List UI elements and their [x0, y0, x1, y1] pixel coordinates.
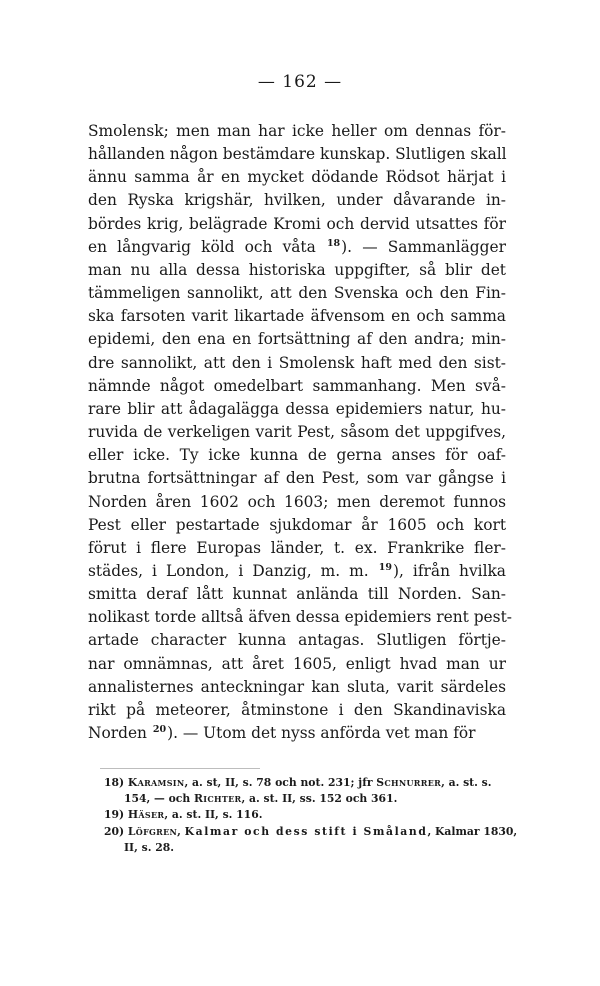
text-line: nämnde något omedelbart sammanhang. Men svå-	[88, 376, 506, 395]
footnote-ref-20[interactable]: 20	[152, 723, 167, 735]
book-title: Kalmar och dess stift i Småland	[184, 824, 428, 838]
page-number: — 162 —	[257, 72, 343, 92]
body-text	[88, 120, 512, 745]
text-line	[88, 722, 506, 745]
text-line: brutna fortsättningar af den Pest, som var gångse i	[88, 469, 506, 488]
text-line: man nu alla dessa historiska uppgifter, så blir det	[88, 260, 506, 279]
text-line: tämmeligen sannolikt, att den Svenska och den Fin-	[88, 284, 506, 303]
text-segment: ), ifrån hvilka	[392, 561, 506, 580]
text-line: nolikast torde alltså äfven dessa epidemiers rent pest-	[88, 608, 512, 627]
text-line: rikt på meteorer, åtminstone i den Skandinaviska	[88, 700, 506, 719]
footnote-19	[104, 807, 508, 823]
text-line: dre sannolikt, att den i Smolensk haft med den sist-	[88, 353, 506, 372]
text-segment: Norden	[88, 724, 147, 743]
footnote-ref-18[interactable]: 18	[326, 237, 341, 249]
author-name: Schnurrer	[376, 776, 442, 789]
text-line: eller icke. Ty icke kunna de gerna anses för oaf-	[88, 446, 506, 465]
footnote-18	[104, 775, 508, 791]
footnotes	[104, 775, 518, 856]
text-line: artade character kunna antagas. Slutligen förtje-	[88, 631, 506, 650]
text-line	[88, 236, 506, 259]
footnote-text: , a. st. s.	[441, 776, 492, 789]
text-segment: ). — Utom det nyss anförda vet man för	[167, 724, 476, 743]
text-segment: en långvarig köld och våta	[88, 237, 316, 256]
footnote-text: , a. st. II, ss. 152 och 361.	[241, 792, 398, 806]
text-line: rare blir att ådagalägga dessa epidemiers natur, hu-	[88, 399, 506, 418]
text-line: Norden åren 1602 och 1603; men deremot funnos	[88, 492, 506, 511]
text-line: förut i flere Europas länder, t. ex. Frankrike fler-	[88, 538, 506, 557]
footnote-number: 19)	[104, 808, 125, 822]
footnote-20	[104, 824, 518, 840]
footnote-divider	[100, 768, 260, 769]
text-line: Smolensk; men man har icke heller om dennas för-	[88, 122, 506, 140]
text-segment: ). — Sammanlägger	[341, 237, 506, 256]
text-line: ska farsoten varit likartade äfvensom en och samma	[88, 307, 506, 326]
text-line: smitta deraf lått kunnat anlända till Norden. San-	[88, 585, 506, 604]
author-name: Karamsin	[127, 776, 185, 789]
text-line: bördes krig, belägrade Kromi och dervid utsattes för	[88, 214, 506, 233]
footnote-number: 20)	[104, 824, 125, 838]
footnote-text: 154, — och	[124, 792, 194, 806]
footnote-text: , a. st, II, s. 78 och not. 231; jfr	[184, 776, 377, 789]
author-name: Löfgren	[127, 824, 178, 838]
footnote-number: 18)	[104, 776, 125, 789]
footnote-text: ,	[177, 824, 185, 838]
text-line: ruvida de verkeligen varit Pest, såsom det uppgifves,	[88, 423, 506, 442]
text-segment: städes, i London, i Danzig, m. m.	[88, 561, 369, 580]
text-line: hållanden någon bestämdare kunskap. Slutligen skall	[88, 145, 507, 164]
text-line: nar omnämnas, att året 1605, enligt hvad man ur	[88, 654, 506, 673]
footnote-text: , a. st. II, s. 116.	[164, 808, 263, 822]
author-name: Häser	[127, 808, 165, 822]
text-line: ännu samma år en mycket dödande Rödsot härjat i	[88, 168, 506, 187]
footnote-20-continued: II, s. 28.	[124, 840, 174, 854]
text-line: Pest eller pestartade sjukdomar år 1605 och kort	[88, 515, 506, 534]
footnote-18-continued	[104, 791, 508, 807]
text-line: den Ryska krigshär, hvilken, under dåvarande in-	[88, 191, 506, 210]
text-line: epidemi, den ena en fortsättning af den andra; min-	[88, 330, 506, 349]
author-name: Richter	[194, 792, 242, 806]
footnote-ref-19[interactable]: 19	[378, 561, 392, 573]
text-line: annalisternes anteckningar kan sluta, varit särdeles	[88, 677, 506, 696]
footnote-text: , Kalmar 1830,	[427, 824, 518, 838]
text-line	[88, 560, 506, 583]
